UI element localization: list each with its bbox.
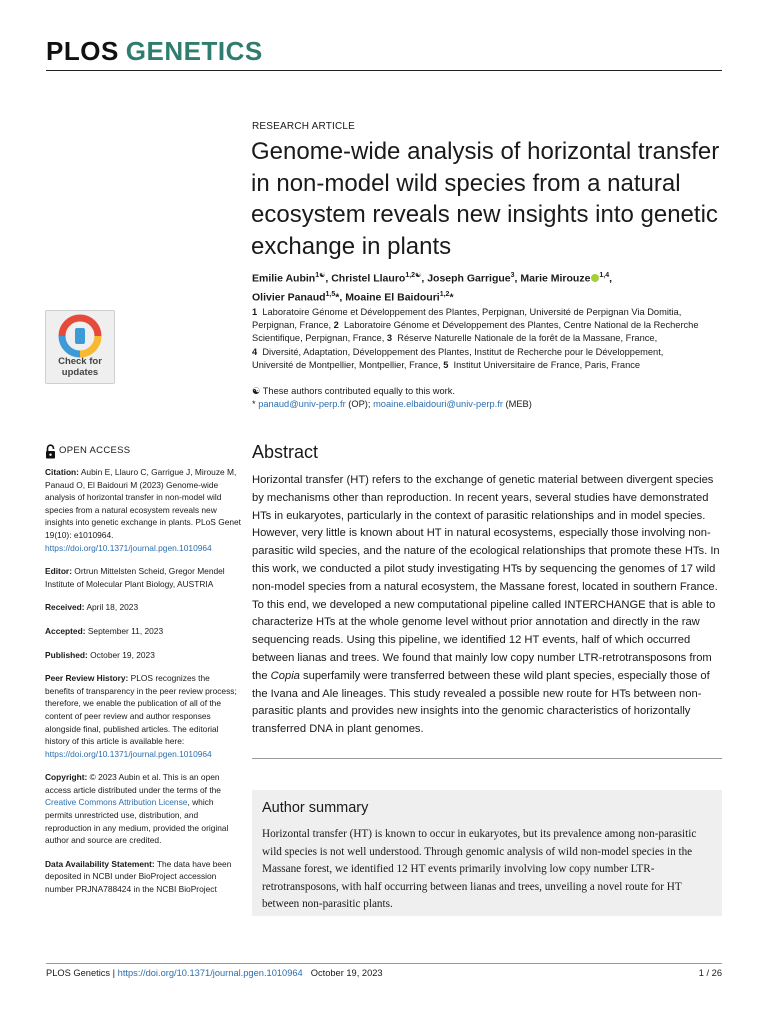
affiliation-number: 5: [443, 359, 449, 370]
received-label: Received:: [45, 602, 85, 613]
author-affil-sup: 1,5: [325, 291, 336, 298]
affiliation-text: Diversité, Adaptation, Développement des Plantes, Institut de Recherche pour le Développement, Université de Montpellier, Montpellier, France,: [252, 346, 664, 370]
author-name: Moaine El Baidouri: [345, 291, 440, 304]
citation-block: [45, 466, 241, 554]
affiliation-text: Réserve Naturelle Nationale de la forêt de la Massane, France,: [397, 333, 658, 344]
affiliation-text: Laboratoire Génome et Développement des Plantes, Centre National de la Recherche Scientifique, Perpignan, France,: [252, 320, 699, 344]
author-separator: ,: [514, 272, 521, 285]
author-name: Emilie Aubin: [252, 272, 316, 285]
author-notes: [252, 385, 712, 411]
equal-contribution-note: ☯ These authors contributed equally to this work.: [252, 386, 455, 396]
copyright-text-end: , which permits unrestricted use, distribution, and reproduction in any medium, provided the original author and source are credited.: [45, 797, 229, 846]
peer-review-block: [45, 672, 241, 760]
editor-label: Editor:: [45, 566, 72, 577]
article-title: Genome-wide analysis of horizontal transfer in non-model wild species from a natural ecosystem reveals new insights into genetic exchange in plants: [251, 138, 720, 260]
author-affil-sup: 1☯: [315, 272, 326, 279]
footer-date: October 19, 2023: [310, 968, 383, 978]
accepted-date: September 11, 2023: [85, 625, 164, 636]
author-affil-sup: 1,2☯: [405, 272, 422, 279]
received-block: [45, 601, 241, 614]
abstract-heading: Abstract: [252, 442, 319, 462]
author-separator: *: [449, 291, 454, 304]
affiliation-number: 1: [252, 307, 258, 317]
abstract-italic-term: Copia: [270, 669, 300, 682]
copyright-block: [45, 771, 241, 847]
correspondence-line: [252, 398, 712, 411]
footer-doi-link[interactable]: https://doi.org/10.1371/journal.pgen.1010964: [117, 968, 303, 978]
journal-name-genetics: GENETICS: [125, 36, 263, 66]
data-availability-text: The data have been deposited in NCBI under BioProject accession number PRJNA788424 in the NCBI BioProject: [45, 858, 232, 895]
published-label: Published:: [45, 649, 88, 660]
journal-logo: [46, 36, 263, 67]
footer-rule: [46, 963, 722, 964]
check-for-updates-label: [46, 356, 114, 378]
copyright-text: © 2023 Aubin et al. This is an open access article distributed under the terms of the: [45, 772, 221, 795]
accepted-block: [45, 625, 241, 638]
author-name: Marie Mirouze: [520, 272, 591, 285]
author-list: [252, 268, 672, 306]
editor-text: Ortrun Mittelsten Scheid, Gregor Mendel Institute of Molecular Plant Biology, AUSTRIA: [45, 566, 225, 589]
abstract-rule: [252, 758, 722, 759]
author-separator: ,: [325, 272, 332, 285]
corr-email-op[interactable]: panaud@univ-perp.fr: [258, 399, 346, 409]
author-summary-heading: Author summary: [262, 800, 369, 816]
cfu-line1: Check for: [58, 356, 102, 367]
editor-block: [45, 565, 241, 590]
peer-review-label: Peer Review History:: [45, 673, 129, 684]
abstract-body: [252, 472, 722, 739]
author-separator: *,: [335, 291, 346, 304]
header-rule: [46, 70, 722, 71]
affiliation-text: Institut Universitaire de France, Paris, France: [453, 359, 641, 370]
license-link[interactable]: Creative Commons Attribution License: [45, 797, 188, 808]
corr-email-meb[interactable]: moaine.elbaidouri@univ-perp.fr: [373, 399, 503, 409]
affiliation-number: 4: [252, 346, 258, 357]
author-summary-box: [252, 790, 722, 916]
check-for-updates-badge[interactable]: [45, 310, 115, 384]
page-footer: [46, 968, 722, 978]
article-type: RESEARCH ARTICLE: [252, 121, 356, 132]
author-separator: ,: [421, 272, 428, 285]
footer-separator: |: [110, 968, 118, 978]
article-sidebar: [45, 444, 241, 907]
author-name: Joseph Garrigue: [427, 272, 511, 285]
published-block: [45, 649, 241, 662]
open-access-lock-icon: [45, 444, 56, 459]
peer-review-text: PLOS recognizes the benefits of transparency in the peer review process; therefore, we enable the publication of all of the content of peer review and author responses alongside final, published articles. The editorial history of this article is available here:: [45, 673, 237, 747]
cfu-line2: updates: [61, 367, 99, 378]
copyright-label: Copyright:: [45, 772, 88, 783]
open-access-label: [45, 444, 241, 459]
author-affil-sup: 1,2: [439, 291, 450, 298]
abstract-text: Horizontal transfer (HT) refers to the exchange of genetic material between divergent species by mechanisms other than reproduction. In recent years, several studies have demonstrated HTs in eukaryotes, particularly in the context of parasitic relationships and in model species. However, very little is known about HT in natural ecosystems, especially those involving non-parasitic wild species, and the nature of the ecological relationships that promote these HTs. In this work, we conducted a pilot study investigating HTs by sequencing the genomes of 17 wild non-model species from a natural ecosystem, the Massane forest, located in southern France. To this end, we developed a new computational pipeline called INTERCHANGE that is able to characterize HTs at the whole genome level without prior annotation and directly in the raw sequencing reads. Using this pipeline, we identified 12 HT events, half of which occurred between lianas and trees. We found that mainly low copy number LTR-retrotransposons from the: [252, 474, 720, 682]
page-number: 1 / 26: [698, 968, 722, 978]
citation-label: Citation:: [45, 467, 79, 477]
data-availability-block: [45, 858, 241, 896]
affiliation-number: 3: [386, 333, 393, 344]
citation-doi-link[interactable]: https://doi.org/10.1371/journal.pgen.1010964: [45, 542, 212, 553]
check-for-updates-icon: [58, 314, 102, 358]
corr-end: (MEB): [502, 399, 532, 409]
footer-journal: PLOS Genetics: [46, 968, 111, 978]
journal-name-plos: PLOS: [46, 36, 119, 66]
author-name: Christel Llauro: [331, 272, 406, 285]
affiliation-number: 2: [333, 320, 339, 331]
author-separator: ,: [609, 272, 613, 285]
corr-star: *: [252, 399, 259, 409]
data-availability-label: Data Availability Statement:: [45, 858, 155, 869]
peer-review-link[interactable]: https://doi.org/10.1371/journal.pgen.1010964: [45, 748, 212, 759]
author-summary-text: Horizontal transfer (HT) is known to occur in eukaryotes, but its prevalence among non-parasitic wild species is not well understood. Through genomic analysis of wild non-model species in the Massane forest, we identified 12 HT events primarily involving low copy number LTR-retrotransposons, with half occurring between lianas and trees, unveiling a novel route for HT between non-parasitic plants.: [262, 828, 697, 911]
citation-text: Aubin E, Llauro C, Garrigue J, Mirouze M, Panaud O, El Baidouri M (2023) Genome-wide analysis of horizontal transfer in non-model wild species from a natural ecosystem reveals new insights into genetic exchange in plants. PLoS Genet 19(10): e1010964.: [45, 467, 242, 540]
affiliations: [252, 306, 700, 372]
received-date: April 18, 2023: [84, 602, 139, 613]
author-name: Olivier Panaud: [252, 291, 326, 304]
corr-mid: (OP);: [345, 399, 374, 409]
affiliation-text: Laboratoire Génome et Développement des Plantes, Perpignan, Université de Perpignan Via Domitia, Perpignan, France,: [252, 307, 682, 331]
abstract-text-end: superfamily were transferred between these wild plant species, especially those of the Ivana and Ale lineages. This study revealed a possible new route for HTs between non-parasitic plants and provides new insights into the genomic characteristics of horizontally transferred DNA in plant genomes.: [252, 669, 710, 736]
open-access-text: OPEN ACCESS: [59, 445, 131, 457]
author-affil-sup: 3: [510, 272, 515, 279]
accepted-label: Accepted:: [45, 625, 86, 636]
author-affil-sup: 1,4: [599, 272, 610, 279]
published-date: October 19, 2023: [87, 649, 155, 660]
